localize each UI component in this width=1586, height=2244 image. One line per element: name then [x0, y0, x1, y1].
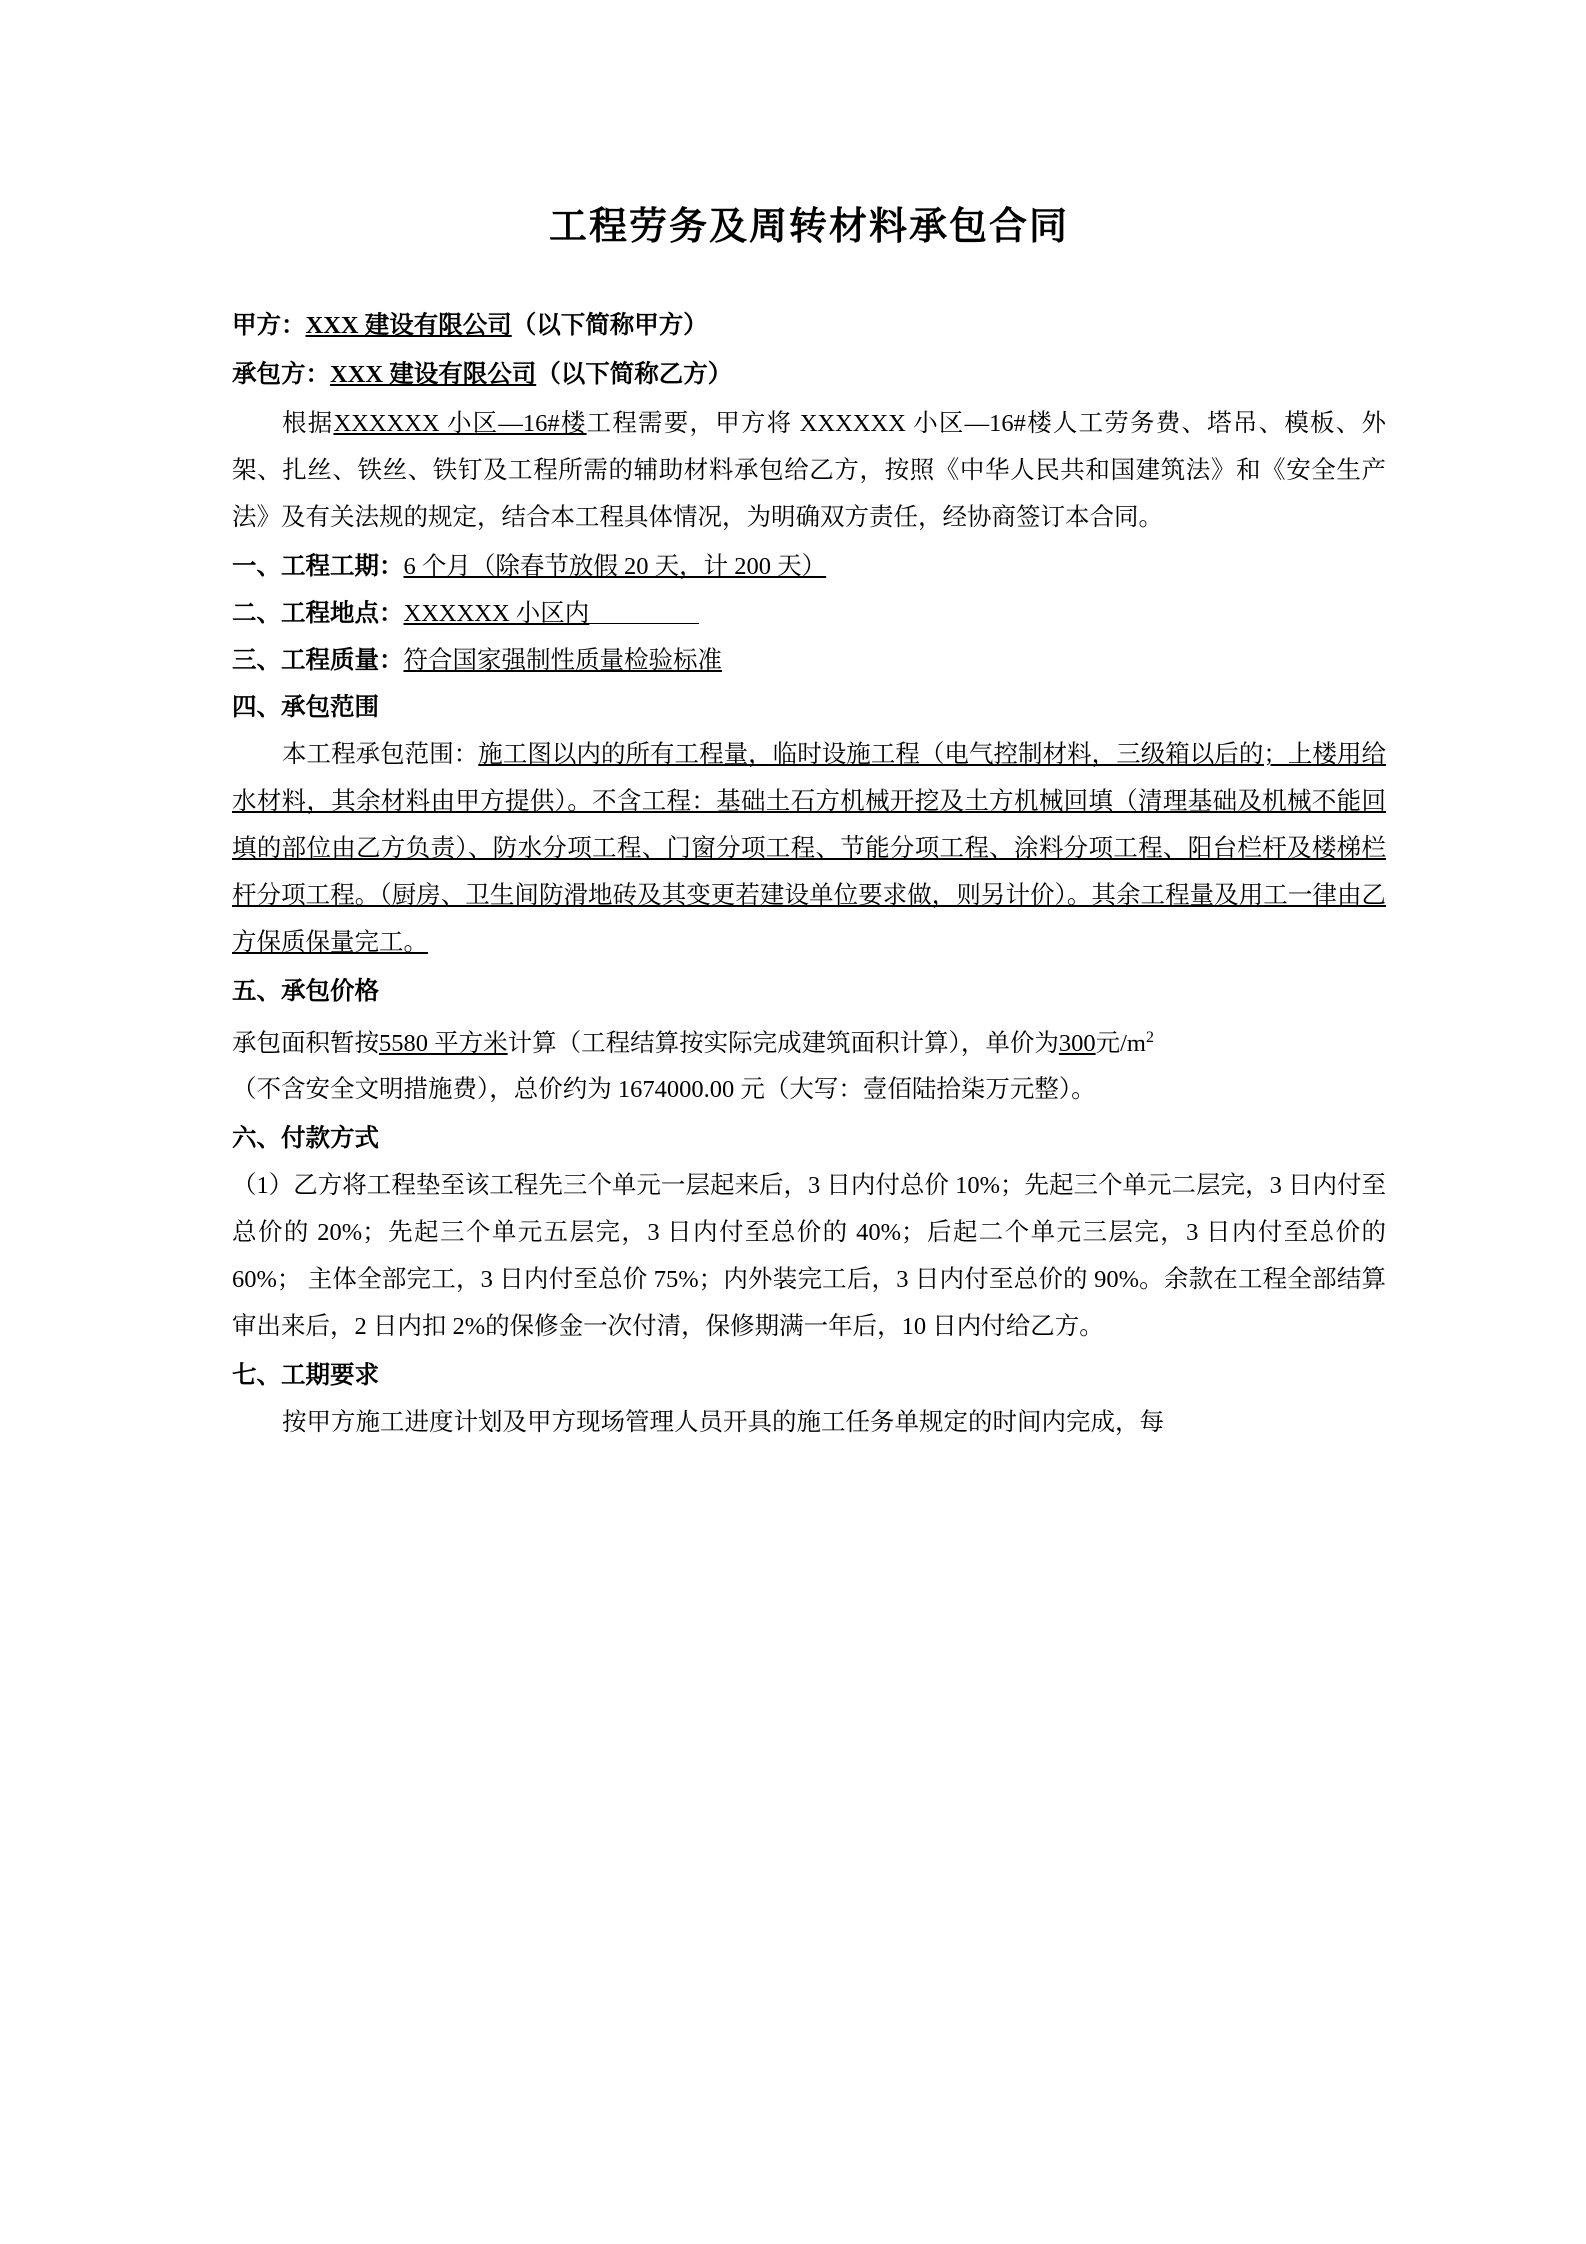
section-3-name: 工程质量： — [281, 647, 404, 674]
section-6-name: 付款方式 — [281, 1125, 379, 1153]
section-7-name: 工期要求 — [281, 1362, 379, 1390]
preamble-lead: 根据 — [282, 410, 334, 437]
section-1-value: 6 个月（除春节放假 20 天，计 200 天） — [403, 553, 827, 580]
section-3 — [232, 637, 1386, 684]
duration-paragraph: 按甲方施工进度计划及甲方现场管理人员开具的施工任务单规定的时间内完成，每 — [282, 1409, 1164, 1437]
section-6-number: 六、 — [232, 1125, 281, 1153]
price-line2: （不含安全文明措施费），总价约为 1674000.00 元（大写：壹佰陆拾柒万元整）。 — [232, 1076, 1096, 1104]
contractor-line — [232, 351, 1386, 398]
price-area: 5580 平方米 — [379, 1030, 508, 1058]
section-2-blank — [589, 623, 699, 624]
section-2-number: 二、 — [232, 600, 281, 627]
section-6 — [232, 1115, 1386, 1162]
price-lead: 承包面积暂按 — [232, 1030, 379, 1058]
scope-lead: 本工程承包范围： — [282, 741, 479, 768]
scope-paragraph — [232, 731, 1386, 966]
price-mid: 计算（工程结算按实际完成建筑面积计算），单价为 — [507, 1030, 1059, 1058]
section-5 — [232, 968, 1386, 1015]
preamble-paragraph — [232, 400, 1386, 541]
preamble-project: XXXXXX 小区—16#楼 — [333, 410, 587, 437]
section-7-number: 七、 — [232, 1362, 281, 1390]
payment-paragraph: （1）乙方将工程垫至该工程先三个单元一层起来后，3 日内付总价 10%；先起三个单元二层完，3 日内付至总价的 20%；先起三个单元五层完，3 日内付至总价的 40%；后起二个单元三层完，3 日内付至总价的 60%； 主体全部完工，3 日内付至总价 75%；内外装完工后，3 日内付至总价的 90%。余款在工程全部结算审出来后，2 日内扣 2%的保修金一次付清，保修期满一年后，10 日内付给乙方。 — [232, 1172, 1386, 1341]
section-3-value: 符合国家强制性质量检验标准 — [403, 647, 722, 674]
section-7 — [232, 1352, 1386, 1399]
page-title: 工程劳务及周转材料承包合同 — [548, 206, 1069, 248]
contractor-label: 承包方： — [232, 361, 330, 388]
section-5-name: 承包价格 — [281, 978, 379, 1005]
section-4 — [232, 684, 1386, 731]
section-1-number: 一、 — [232, 553, 281, 580]
party-a-label: 甲方： — [232, 312, 306, 339]
section-2-name: 工程地点： — [281, 600, 404, 627]
contractor-suffix: （以下简称乙方） — [536, 361, 733, 388]
section-1-name: 工程工期： — [281, 553, 404, 580]
section-3-number: 三、 — [232, 647, 281, 674]
section-4-number: 四、 — [232, 694, 281, 721]
price-unit-superscript: 2 — [1146, 1029, 1154, 1046]
section-2-value: XXXXXX 小区内 — [403, 600, 590, 627]
section-5-number: 五、 — [232, 978, 281, 1005]
party-a-line — [232, 302, 1386, 349]
preamble-body: 工程需要，甲方将 XXXXXX 小区—16#楼人工劳务费、塔吊、模板、外架、扎丝、铁丝、铁钉及工程所需的辅助材料承包给乙方，按照《中华人民共和国建筑法》和《安全生产法》及有关法规的规定，结合本工程具体情况，为明确双方责任，经协商签订本合同。 — [232, 410, 1386, 531]
price-paragraph — [232, 1015, 1386, 1113]
section-2 — [232, 590, 1386, 637]
contractor-name: XXX 建设有限公司 — [330, 361, 537, 388]
price-unit-value: 300 — [1058, 1030, 1096, 1058]
scope-text: 施工图以内的所有工程量，临时设施工程（电气控制材料，三级箱以后的；上楼用给水材料，其余材料由甲方提供）。不含工程：基础土石方机械开挖及土方机械回填（清理基础及机械不能回填的部位由乙方负责）、防水分项工程、门窗分项工程、节能分项工程、涂料分项工程、阳台栏杆及楼梯栏杆分项工程。（厨房、卫生间防滑地砖及其变更若建设单位要求做，则另计价）。其余工程量及用工一律由乙方保质保量完工。 — [232, 741, 1387, 956]
section-1 — [232, 543, 1386, 590]
party-a-suffix: （以下简称甲方） — [511, 312, 708, 339]
section-4-name: 承包范围 — [281, 694, 379, 721]
price-unit-suffix: 元/m — [1095, 1030, 1146, 1058]
party-a-name: XXX 建设有限公司 — [305, 312, 512, 339]
